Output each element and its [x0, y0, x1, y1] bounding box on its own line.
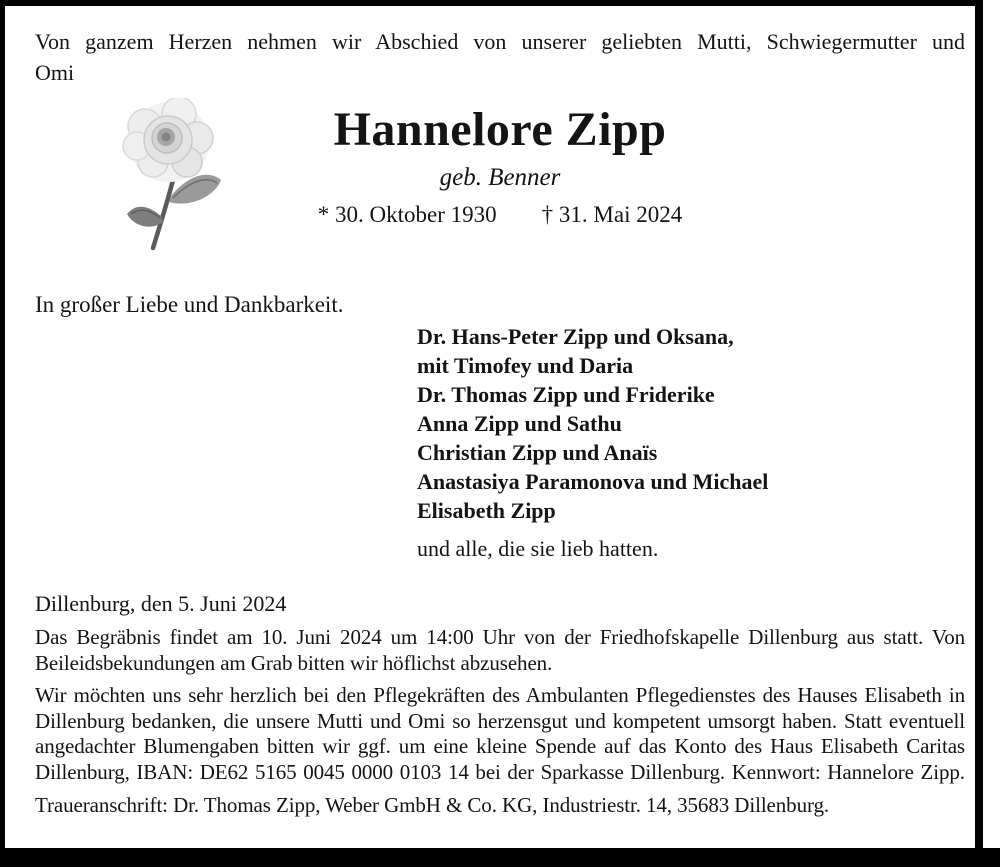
mourners-list — [417, 322, 965, 525]
birth-date: * 30. Oktober 1930 — [317, 202, 497, 227]
deceased-name: Hannelore Zipp — [333, 103, 667, 156]
funeral-info: Das Begräbnis findet am 10. Juni 2024 um 14:00 Uhr von der Friedhofskapelle Dillenburg aus statt. Von Beileidsbekundungen am Grab bitten wir höflichst abzusehen. — [35, 625, 965, 675]
mourner-line: mit Timofey und Daria — [417, 353, 634, 378]
bottom-black-bar — [0, 848, 1000, 867]
mourner-line: Dr. Thomas Zipp und Friderike — [417, 382, 715, 407]
rose-icon — [97, 98, 245, 256]
mourning-address: Traueranschrift: Dr. Thomas Zipp, Weber GmbH & Co. KG, Industriestr. 14, 35683 Dillenburg. — [35, 793, 830, 817]
notice-content — [35, 26, 965, 819]
tribute-line: In großer Liebe und Dankbarkeit. — [35, 292, 344, 317]
mourner-line: Christian Zipp und Anaïs — [417, 440, 658, 465]
mourners-suffix: und alle, die sie lieb hatten. — [417, 536, 659, 561]
deceased-header — [35, 102, 965, 260]
mourner-line: Dr. Hans-Peter Zipp und Oksana, — [417, 324, 734, 349]
mourner-line: Elisabeth Zipp — [417, 498, 556, 523]
maiden-name: geb. Benner — [439, 164, 561, 191]
mourner-line: Anastasiya Paramonova und Michael — [417, 469, 769, 494]
white-rose-image — [97, 98, 245, 256]
death-date: † 31. Mai 2024 — [541, 202, 683, 227]
intro-text: Von ganzem Herzen nehmen wir Abschied von unserer geliebten Mutti, Schwiegermutter und Omi — [35, 29, 965, 85]
dateline: Dillenburg, den 5. Juni 2024 — [35, 591, 287, 616]
mourner-line: Anna Zipp und Sathu — [417, 411, 622, 436]
thanks-paragraph: Wir möchten uns sehr herzlich bei den Pflegekräften des Ambulanten Pflegedienstes des Hauses Elisabeth in Dillenburg bedanken, die unsere Mutti und Omi so herzensgut und kompetent umsorgt haben. Statt eventuell angedachter Blumengaben bitten wir ggf. um eine kleine Spende auf das Konto des Haus Elisabeth Caritas Dillenburg, IBAN: DE62 5165 0045 0000 0103 14 bei der Sparkasse Dillenburg. Kennwort: Hannelore Zipp. — [35, 683, 965, 784]
